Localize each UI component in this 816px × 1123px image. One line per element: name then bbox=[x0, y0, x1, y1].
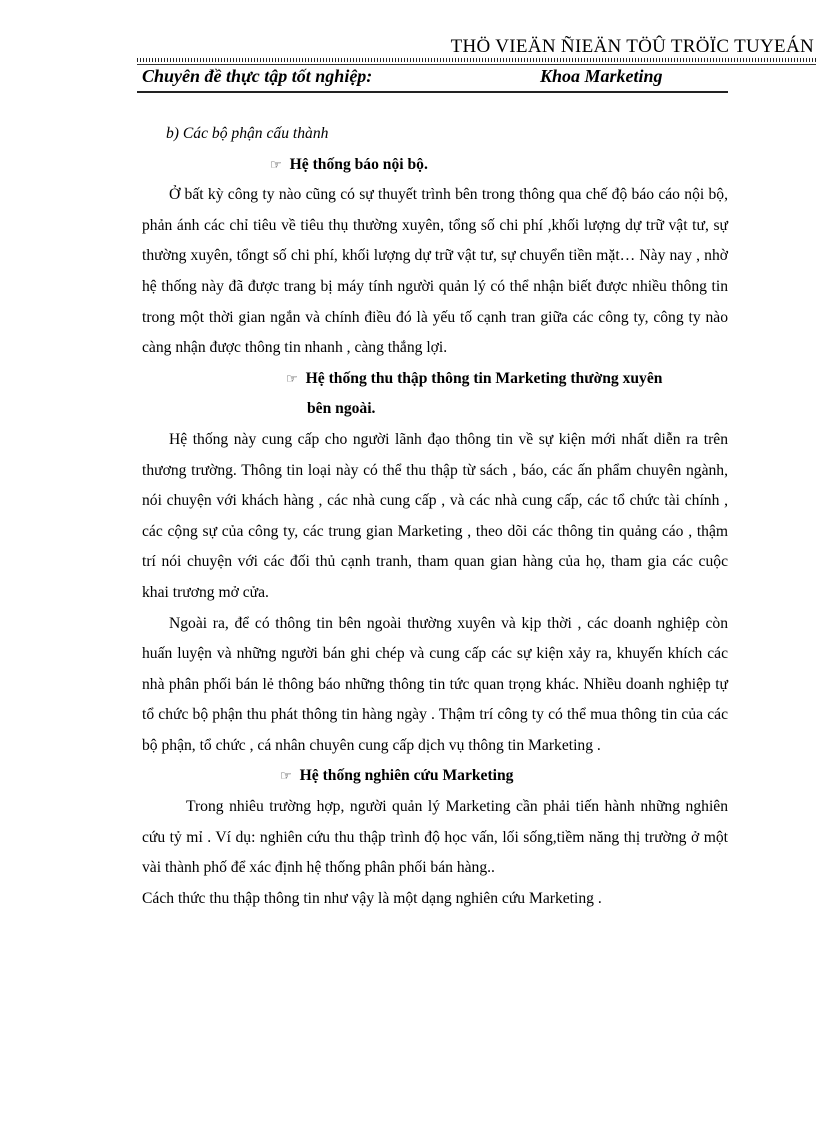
document-body bbox=[142, 119, 728, 914]
paragraph: Ngoài ra, để có thông tin bên ngoài thường xuyên và kịp thời , các doanh nghiệp còn huấn luyện và những người bán ghi chép và cung cấp các sự kiện xảy ra, khuyến khích các nhà phân phối bán lẻ thông báo những thông tin tức quan trọng khác. Nhiều doanh nghiệp tự tổ chức bộ phận thu phát thông tin hàng ngày . Thậm trí công ty có thể mua thông tin của các bộ phận, tổ chức , cá nhân chuyên cung cấp dịch vụ thông tin Marketing . bbox=[142, 614, 728, 754]
heading-continuation: bên ngoài. bbox=[307, 400, 376, 418]
heading-text: Hệ thống thu thập thông tin Marketing thường xuyên bbox=[305, 369, 663, 387]
section-heading-external-info bbox=[142, 364, 728, 395]
paragraph: Ở bất kỳ công ty nào cũng có sự thuyết trình bên trong thông qua chế độ báo cáo nội bộ, phản ánh các chỉ tiêu về tiêu thụ thường xuyên, tổng số chi phí ,khối lượng dự trữ vật tư, sự thường xuyên, tổngt số chi phí, khối lượng dự trữ vật tư, sự chuyển tiền mặt… Này nay , nhờ hệ thống này đã được trang bị máy tính người quản lý có thể nhận biết được nhiều thông tin trong một thời gian ngắn và chính điều đó là yếu tố cạnh tran giữa các công ty, công ty nào càng nhận được thông tin nhanh , càng thắng lợi. bbox=[142, 186, 728, 357]
heading-text: Hệ thống báo nội bộ. bbox=[289, 155, 428, 173]
pointing-hand-icon: ☞ bbox=[286, 370, 298, 386]
header-hatched-rule bbox=[137, 58, 816, 62]
pointing-hand-icon: ☞ bbox=[280, 768, 292, 784]
paragraph: Trong nhiêu trường hợp, người quản lý Marketing cần phải tiến hành những nghiên cứu tỷ mỉ . Ví dụ: nghiên cứu thu thập trình độ học vấn, lối sống,tiềm năng thị trường ở một vài thành phố để xác định hệ thống phân phối bán hàng.. bbox=[142, 798, 728, 877]
subsection-title: b) Các bộ phận cấu thành bbox=[166, 125, 329, 142]
header-department: Khoa Marketing bbox=[540, 66, 663, 86]
header-report-title: Chuyên đề thực tập tốt nghiệp: bbox=[142, 66, 373, 86]
running-header bbox=[142, 66, 722, 90]
paragraph: Cách thức thu thập thông tin như vậy là một dạng nghiên cứu Marketing . bbox=[142, 889, 602, 907]
header-bottom-rule bbox=[137, 91, 728, 93]
heading-text: Hệ thống nghiên cứu Marketing bbox=[299, 767, 514, 785]
paragraph: Hệ thống này cung cấp cho người lãnh đạo thông tin về sự kiện mới nhất diễn ra trên thương trường. Thông tin loại này có thể thu thập từ sách , báo, các ấn phẩm chuyên ngành, nói chuyện với khách hàng , các nhà cung cấp , và các nhà cung cấp, các tổ chức tài chính , các cộng sự của công ty, các trung gian Marketing , theo dõi các thông tin quảng cáo , thậm trí nói chuyện với các đối thủ cạnh tranh, tham quan gian hàng của họ, tham gia các cuộc khai trương mở cửa. bbox=[142, 430, 728, 601]
pointing-hand-icon: ☞ bbox=[270, 156, 282, 172]
watermark-text: THÖ VIEÄN ÑIEÄN TÖÛ TRÖÏC TUYEÁN bbox=[450, 36, 814, 57]
section-heading-internal-reports bbox=[142, 150, 728, 181]
section-heading-marketing-research bbox=[142, 761, 728, 792]
header-thin-rule bbox=[137, 64, 816, 65]
